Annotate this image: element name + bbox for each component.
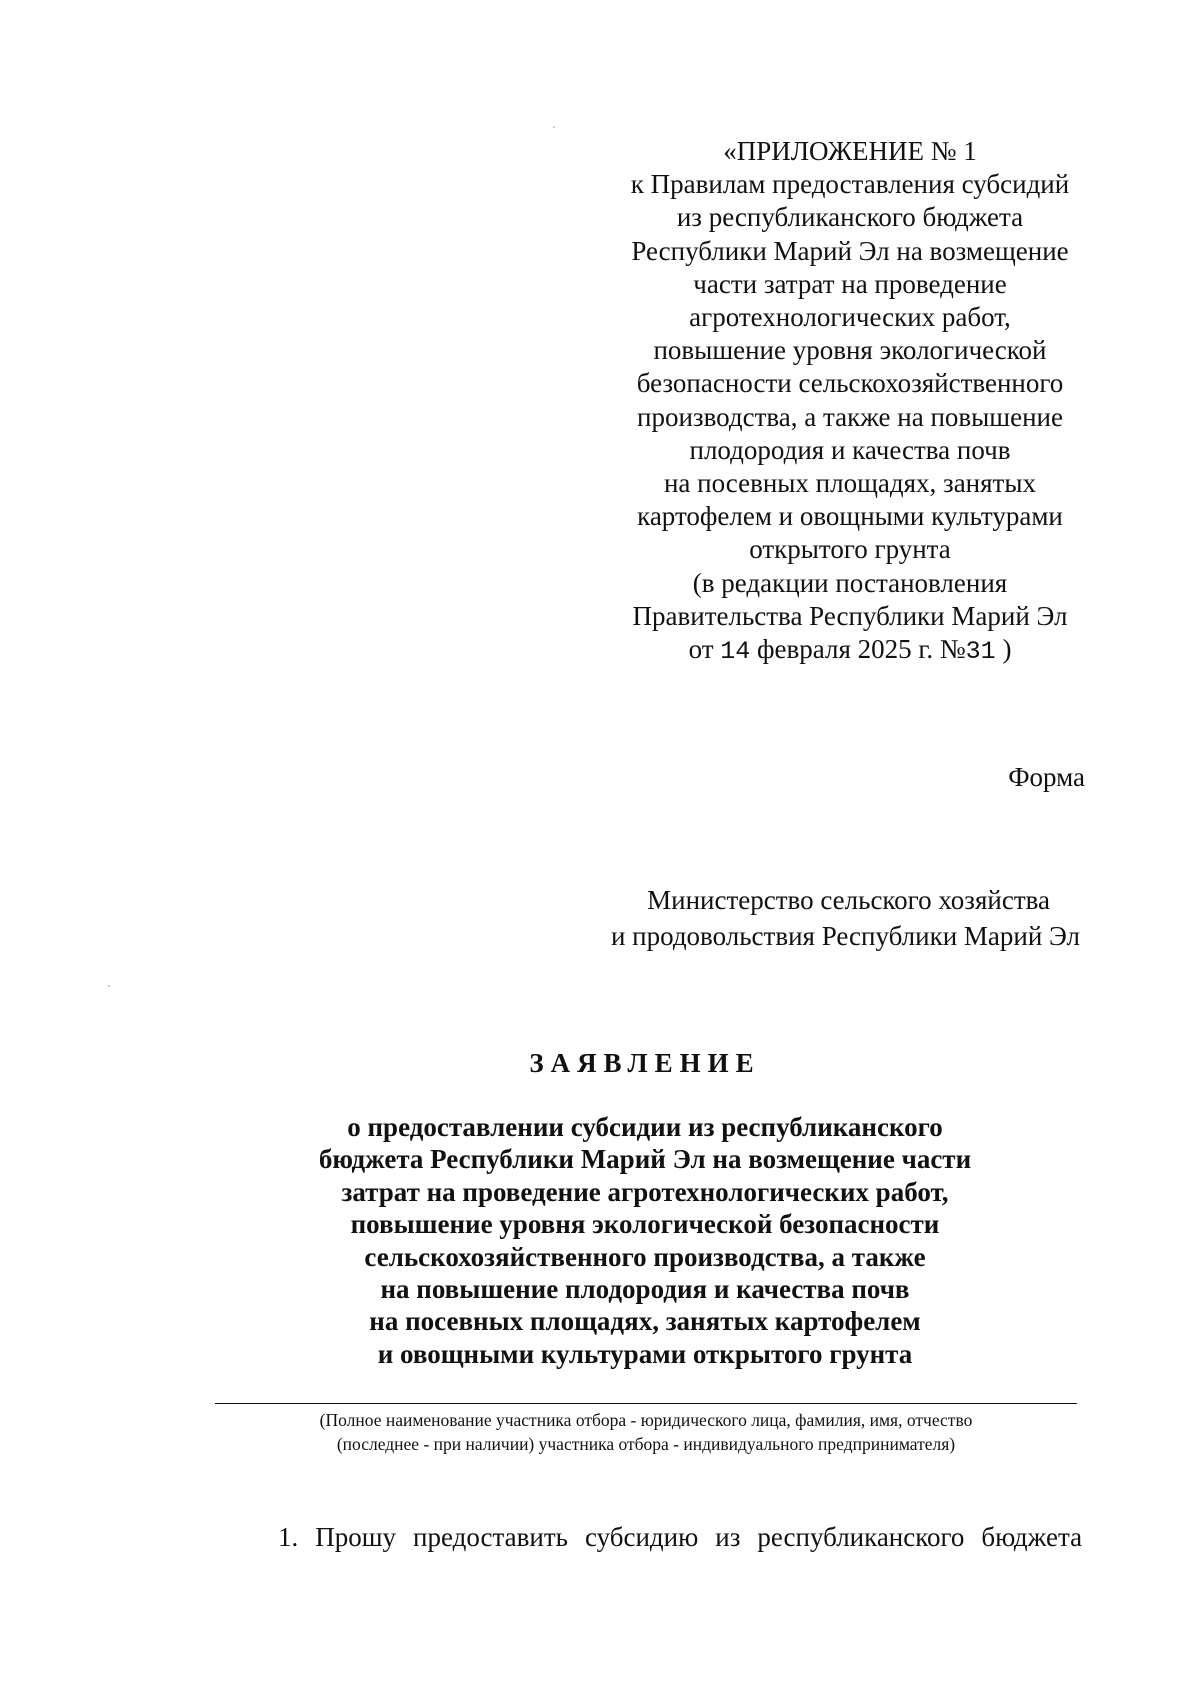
form-label: Форма xyxy=(1008,762,1085,792)
appendix-line: производства, а также на повышение xyxy=(637,401,1063,432)
date-prefix: от xyxy=(688,634,714,665)
paragraph-number: 1. xyxy=(278,1522,299,1552)
paragraph-word: республиканского xyxy=(757,1522,965,1552)
document-title: ЗАЯВЛЕНИЕ xyxy=(529,1048,761,1078)
appendix-line: открытого грунта xyxy=(749,534,951,565)
appendix-line: картофелем и овощными культурами xyxy=(637,501,1063,532)
subtitle-line: о предоставлении субсидии из республиканского xyxy=(347,1112,943,1142)
paragraph-word: бюджета xyxy=(981,1522,1083,1552)
date-month-year: февраля 2025 г. № xyxy=(757,634,966,665)
document-subtitle xyxy=(260,1111,1030,1370)
paragraph-word: субсидию xyxy=(584,1522,699,1552)
date-suffix: ) xyxy=(1002,634,1012,665)
subtitle-line: на повышение плодородия и качества почв xyxy=(380,1274,910,1305)
paragraph-word: Прошу xyxy=(315,1522,397,1552)
appendix-line: повышение уровня экологической xyxy=(653,335,1047,366)
subtitle-line: и овощными культурами открытого грунта xyxy=(377,1338,913,1369)
appendix-line: части затрат на проведение xyxy=(693,268,1007,299)
recipient-line: Министерство сельского хозяйства xyxy=(647,885,1050,915)
appendix-title: «ПРИЛОЖЕНИЕ № 1 xyxy=(723,136,977,166)
paragraph-1 xyxy=(278,1522,1088,1553)
paragraph-word: из xyxy=(715,1522,741,1552)
appendix-line: на посевных площадях, занятых xyxy=(663,468,1036,499)
resolution-number: 31 xyxy=(965,637,996,667)
subtitle-line: сельскохозяйственного производства, а также xyxy=(364,1241,926,1272)
applicant-name-caption xyxy=(215,1408,1077,1456)
subtitle-line: на посевных площадях, занятых картофелем xyxy=(369,1306,921,1337)
caption-line: (Полное наименование участника отбора - юридического лица, фамилия, имя, отчество xyxy=(319,1410,973,1430)
appendix-line: безопасности сельскохозяйственного xyxy=(636,368,1064,399)
appendix-line: Правительства Республики Марий Эл xyxy=(632,600,1068,631)
appendix-line: из республиканского бюджета xyxy=(676,202,1024,233)
appendix-line: к Правилам предоставления субсидий xyxy=(630,169,1070,200)
appendix-header xyxy=(590,135,1110,668)
subtitle-line: бюджета Республики Марий Эл на возмещение части xyxy=(318,1144,972,1175)
date-day: 14 xyxy=(720,637,751,667)
appendix-line: плодородия и качества почв xyxy=(689,434,1011,465)
appendix-line: (в редакции постановления xyxy=(692,567,1008,598)
caption-line: (последнее - при наличии) участника отбора - индивидуального предпринимателя) xyxy=(336,1434,956,1454)
applicant-name-field[interactable] xyxy=(215,1403,1077,1404)
subtitle-line: повышение уровня экологической безопасности xyxy=(350,1209,940,1240)
paragraph-word: предоставить xyxy=(413,1522,568,1552)
appendix-line: агротехнологических работ, xyxy=(689,302,1011,333)
scan-speck xyxy=(108,985,110,987)
scan-speck xyxy=(553,126,555,128)
resolution-date xyxy=(590,633,1110,668)
recipient-block xyxy=(580,882,1080,954)
subtitle-line: затрат на проведение агротехнологических работ, xyxy=(341,1176,949,1207)
recipient-line: и продовольствия Республики Марий Эл xyxy=(610,921,1080,951)
appendix-line: Республики Марий Эл на возмещение xyxy=(631,235,1069,266)
